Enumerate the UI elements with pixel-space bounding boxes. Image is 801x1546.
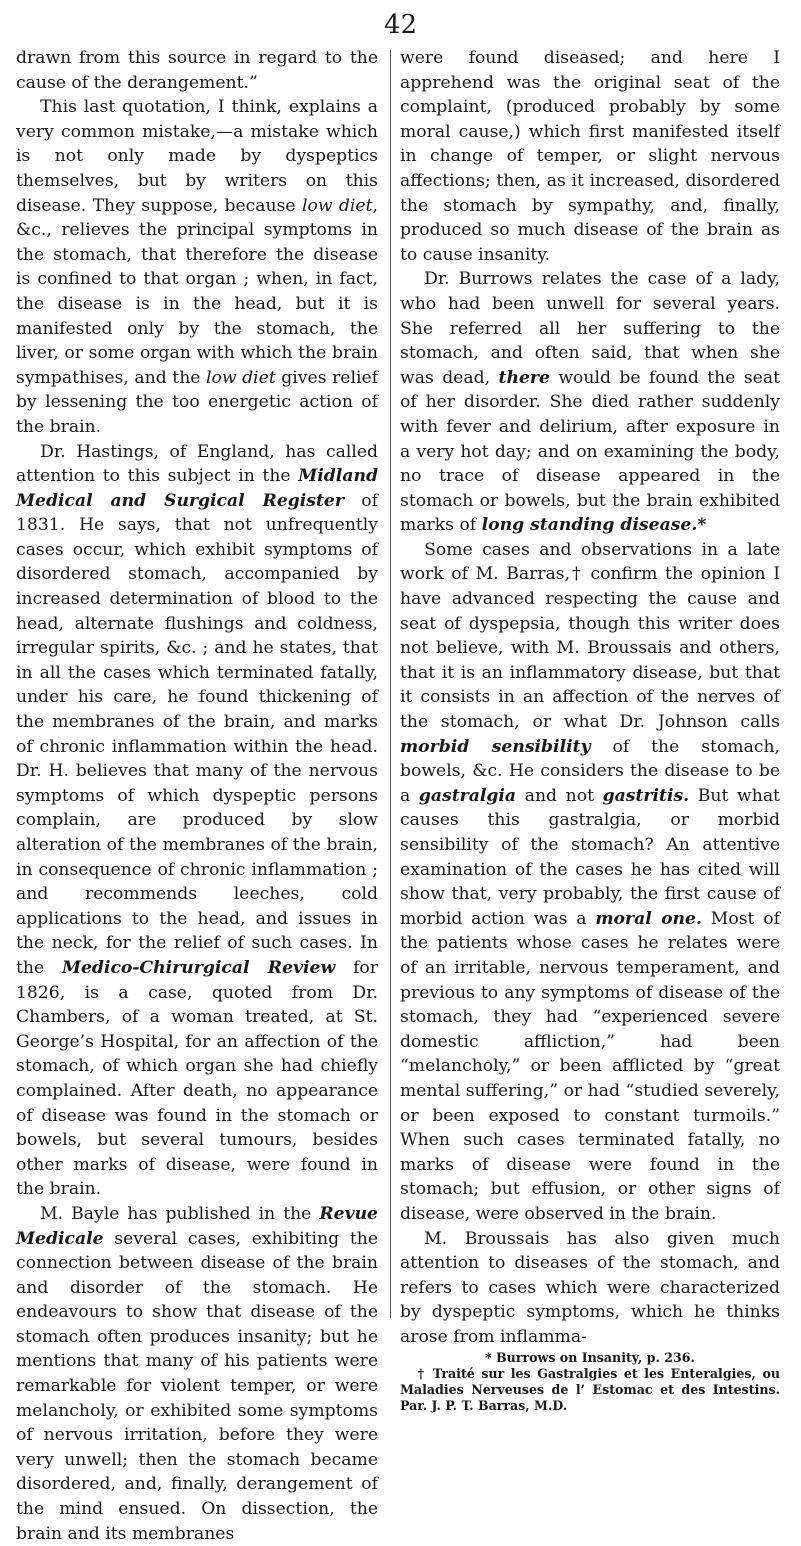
paragraph: M. Broussais has also given much attention to diseases of the stomach, and refers to cases which were characterized by dyspeptic symptoms, which he thinks arose from inflamma-	[400, 1228, 780, 1347]
right-column	[400, 46, 781, 1413]
footnote: † Traité sur les Gastralgies et les Enteralgies, ou Maladies Nerveuses de l’ Estomac et des Intestins. Par. J. P. T. Barras, M.D.	[400, 1366, 780, 1413]
footnotes	[400, 1350, 780, 1413]
paragraph: Dr. Burrows relates the case of a lady, who had been unwell for several years. She referred all her suffering to the stomach, and often said, that when she was dead, there would be found the seat of her disorder. She died rather suddenly with fever and delirium, after exposure in a very hot day; and on examining the body, no trace of disease appeared in the stomach or bowels, but the brain exhibited marks of long standing disease.*	[400, 269, 781, 536]
paragraph: drawn from this source in regard to the cause of the derangement.”	[16, 48, 378, 93]
footnote: * Burrows on Insanity, p. 236.	[485, 1350, 695, 1366]
column-divider	[390, 50, 391, 1318]
paragraph: M. Bayle has published in the Revue Medicale several cases, exhibiting the connection between disease of the brain and disorder of the stomach. He endeavours to show that disease of the stomach often produces insanity; but he mentions that many of his patients were remarkable for violent temper, or were melancholy, or exhibited some symptoms of nervous irritation, before they were very unwell; then the stomach became disordered, and, finally, derangement of the mind ensued. On dissection, the brain and its membranes	[16, 1203, 378, 1544]
paragraph: Some cases and observations in a late work of M. Barras,† confirm the opinion I have advanced respecting the cause and seat of dyspepsia, though this writer does not believe, with M. Broussais and others, that it is an inflammatory disease, but that it consists in an affection of the nerves of the stomach, or what Dr. Johnson calls morbid sensibility of the stomach, bowels, &c. He considers the disease to be a gastralgia and not gastritis. But what causes this gastralgia, or morbid sensibility of the stomach? An attentive examination of the cases he has cited will show that, very probably, the first cause of morbid action was a moral one. Most of the patients whose cases he relates were of an irritable, nervous temperament, and previous to any symptoms of disease of the stomach, they had “experienced severe domestic affliction,” had been “melancholy,” or been afflicted by “great mental suffering,” or had “studied severely, or been exposed to constant turmoils.” When such cases terminated fatally, no marks of disease were found in the stomach; but effusion, or other signs of disease, were observed in the brain.	[400, 539, 780, 1224]
paragraph: Dr. Hastings, of England, has called attention to this subject in the Midland Medical and Surgical Register of 1831. He says, that not unfrequently cases occur, which exhibit symptoms of disordered stomach, accompanied by increased determination of blood to the head, alternate flushings and coldness, irregular spirits, &c. ; and he states, that in all the cases which terminated fatally, under his care, he found thickening of the membranes of the brain, and marks of chronic inflammation within the head. Dr. H. believes that many of the nervous symptoms of which dyspeptic persons complain, are produced by slow alteration of the membranes of the brain, in consequence of chronic inflammation ; and recommends leeches, cold applications to the head, and issues in the neck, for the relief of such cases. In the Medico-Chirurgical Review for 1826, is a case, quoted from Dr. Chambers, of a woman treated, at St. George’s Hospital, for an affection of the stomach, of which organ she had chiefly complained. After death, no appearance of disease was found in the stomach or bowels, but several tumours, besides other marks of disease, were found in the brain.	[16, 441, 378, 1200]
paragraph: were found diseased; and here I apprehend was the original seat of the complaint, (produced probably by some moral cause,) which first manifested itself in change of temper, or slight nervous affections; then, as it increased, disordered the stomach by sympathy, and, finally, produced so much disease of the brain as to cause insanity.	[400, 48, 780, 265]
page-number: 42	[383, 10, 418, 40]
left-column	[16, 46, 378, 1544]
paragraph: This last quotation, I think, explains a very common mistake,—a mistake which is not only made by dyspeptics themselves, but by writers on this disease. They suppose, because low diet, &c., relieves the principal symptoms in the stomach, that therefore the disease is confined to that organ ; when, in fact, the disease is in the head, but it is manifested only by the stomach, the liver, or some organ with which the brain sympathises, and the low diet gives relief by lessening the too energetic action of the brain.	[16, 97, 378, 437]
